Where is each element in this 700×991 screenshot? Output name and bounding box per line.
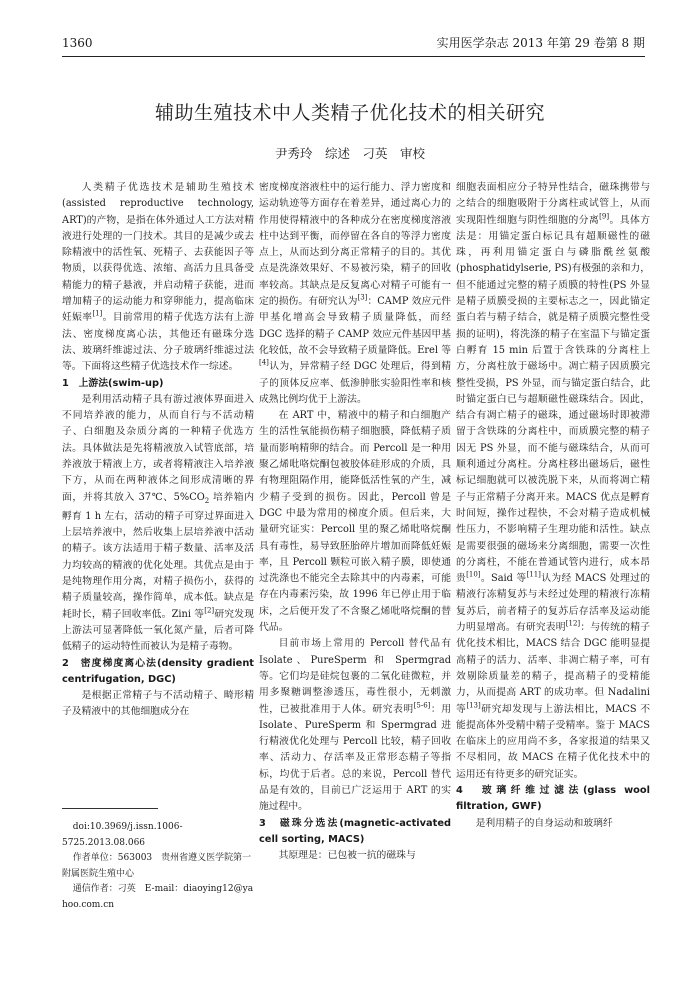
article-authors: 尹秀玲 综述 刁英 审校 xyxy=(274,146,425,161)
citation: [11] xyxy=(526,570,541,579)
citation: [12] xyxy=(565,619,581,628)
doi: doi:10.3969/j.issn.1006-5725.2013.08.066 xyxy=(62,822,183,848)
text-column-1 xyxy=(62,180,254,721)
citation: [2] xyxy=(204,606,215,615)
dgc-paragraph: 密度梯度溶液柱中的运行能力、浮力密度和运动轨迹等方面存在着差异，通过离心力的作用使得精液中的各种成分在密度梯度溶液柱中达到平衡，而停留在各自的等浮力密度点上，从而达到分离正常精子的目的。其优点是洗涤效果好、不易被污染，精子的回收率较高。其缺点是反复离心对精子可能有一定的损伤。有研究认为[3]：CAMP 效应元件甲基化增高会导致精子质量降低，而经 DGC 选择的精子 CAMP 效应元件基因甲基化较低，故不会导致精子质量降低。Erel 等[4]认为，异常精子经 DGC 处理后，得到精子的顶体反应率、低渗肿胀实验阳性率和核成熟比例均优于上游法。 xyxy=(259,182,452,405)
text-column-2 xyxy=(259,180,451,864)
footnote-divider xyxy=(62,808,158,809)
article-title: 辅助生殖技术中人类精子优化技术的相关研究 xyxy=(154,102,545,124)
citation: [5-6] xyxy=(413,701,431,710)
section-1-paragraph: 是利用活动精子具有游过液体界面进入不同培养液的能力，从而自行与不活动精子、白细胞及杂质分离的一种精子优选方法。具体做法是先将精液放入试管底部，培养液放于精液上方，或者将精液注入培养液下方，从而在两种液体之间形成清晰的界面，并将其放入 37℃、$5\%CO_2$ 培养箱内孵育 1 h 左右，活动的精子可穿过界面进入上层培养液中，然后收集上层培养液中活动的精子。该方法适用于精子数量、活率及活力均较高的精液的优化处理。其优点是由于是纯物理作用分离，对精子损伤小，获得的精子质量较高，操作简单，成本低。缺点是耗时长，精子回收率低。Zini 等[2]研究发现上游法可显著降低一氧化氮产量，后者可降低精子的运动特性而被认为是精子毒物。 xyxy=(62,393,255,653)
corresponding-author: 通信作者：刁英 E-mail：diaoying12@yahoo.com.cn xyxy=(62,884,254,910)
percoll-substitute-paragraph: 目前市场上常用的 Percoll 替代品有 Isolate、PureSperm 和 Spermgrad 等。它们均是硅烷包裹的二氧化硅微粒，并用多聚糖调整渗透压，毒性很小，无刺激性，已被批准用于人体。研究表明[5-6]：用 Isolate、PureSperm 和 Spermgrad 进行精液优化处理与 Percoll 比较，精子回收率、活动力、存活率及正常形态精子等指标，均优于后者。总的来说，Percoll 替代品是有效的，目前已广泛运用于 ART 的实施过程中。 xyxy=(259,638,452,813)
percoll-paragraph: 在 ART 中，精液中的精子和白细胞产生的活性氧能损伤精子细胞膜，降低精子质量而影响精卵的结合。而 Percoll 是一种用聚乙烯吡咯烷酮包被胶体硅形成的介质，具有物理阻隔作用，能降低活性氧的产生，减少精子受到的损伤。因此，Percoll 曾是 DGC 中最为常用的梯度介质。但后来，大量研究证实：Percoll 里的聚乙烯吡咯烷酮具有毒性，易导致胚胎碎片增加而降低妊娠率，且 Percoll 颗粒可嵌入精子膜，即使通过洗涤也不能完全去除其中的内毒素，可能存在内毒素污染，故 1996 年已停止用于临床，之后便开发了不含聚乙烯吡咯烷酮的替代品。 xyxy=(259,410,451,634)
section-heading-1: 1 上游法(swim-up) xyxy=(62,377,164,389)
footnote xyxy=(62,820,254,913)
citation: [4] xyxy=(259,359,269,367)
author-affiliation: 作者单位：563003 贵州省遵义医学院第一附属医院生殖中心 xyxy=(62,853,252,879)
citation: [3] xyxy=(357,293,368,302)
section-2-paragraph: 是根据正常精子与不活动精子、畸形精子及精液中的其他细胞成分在 xyxy=(62,690,254,718)
section-3-paragraph: 其原理是：已包被一抗的磁珠与 xyxy=(278,850,416,862)
running-header xyxy=(62,34,645,57)
section-heading-3: 3 磁珠分选法(magnetic-activated cell sorting, MACS) xyxy=(259,817,451,845)
section-heading-2: 2 密度梯度离心法(density gradient centrifugation, DGC) xyxy=(62,657,254,685)
intro-paragraph: 人类精子优选技术是辅助生殖技术(assisted reproductive technology, ART)的产物，是指在体外通过人工方法对精液进行处理的一门技术。其目的是减少或去除精液中的活性氧、死精子、去获能因子等物质，以获得优选、浓缩、高活力且具备受精能力的精子悬液，并启动精子获能，进而增加精子的运动能力和穿卵能力，提高临床妊娠率[1]。目前常用的精子优选方法有上游法、密度梯度离心法，其他还有磁珠分选法、玻璃纤维滤过法、分子玻璃纤维滤过法等。下面将这些精子优选技术作一综述。 xyxy=(62,182,255,373)
text-column-3 xyxy=(456,180,650,832)
citation: [10] xyxy=(466,570,481,579)
citation: [9] xyxy=(599,212,610,221)
section-4-paragraph: 是利用精子的自身运动和玻璃纤 xyxy=(475,817,613,829)
citation: [13] xyxy=(466,701,481,710)
page-number: 1360 xyxy=(62,36,93,50)
section-heading-4: 4 玻璃纤维过滤法(glass wool filtration, GWF) xyxy=(456,784,650,813)
citation: [1] xyxy=(92,310,103,319)
journal-info: 实用医学杂志 2013 年第 29 卷第 8 期 xyxy=(436,36,645,50)
macs-paragraph: 细胞表面相应分子特异性结合，磁珠携带与之结合的细胞吸附于分离柱或试管上，从而实现阳性细胞与阴性细胞的分离[9]。具体方法是：用锚定蛋白标记具有超顺磁性的磁珠，再利用锚定蛋白与磷脂酰丝氨酸(phosphatidylserie, PS)有极强的亲和力，但不能通过完整的精子质膜的特性(PS 外显是精子质膜受损的主要标志之一，因此锚定蛋白若与精子结合，就是精子质膜完整性受损的证明)，将洗涤的精子在室温下与锚定蛋白孵育 15 min 后置于含铁珠的分离柱上方，分离柱放于磁场中。凋亡精子因质膜完整性受损，PS 外显，而与锚定蛋白结合，此时锚定蛋白已与超顺磁性磁珠结合。因此，结合有凋亡精子的磁珠，通过磁场时即被滞留于含铁珠的分离柱中，而质膜完整的精子因无 PS 外显，而不能与磁珠结合，从而可顺利通过分离柱。分离柱移出磁场后，磁性标记细胞就可以被洗脱下来，从而将凋亡精子与正常精子分离开来。MACS 优点是孵育时间短，操作过程快，不会对精子造成机械性压力，不影响精子生理功能和活性。缺点是需要很强的磁场来分离细胞，需要一次性的分离柱，不能在普通试管内进行，成本昂贵[10]。Said 等[11]认为经 MACS 处理过的精液行冻精复苏与未经过处理的精液行冻精复苏后，前者精子的复苏后存活率及运动能力明显增高。有研究表明[12]：与传统的精子优化技术相比，MACS 结合 DGC 能明显提高精子的活力、活率、非凋亡精子率，可有效剔除质量差的精子，提高精子的受精能力，从而提高 ART 的成功率。但 Nadalini 等[13]研究却发现与上游法相比，MACS 不能提高体外受精中精子受精率。鉴于 MACS 在临床上的应用尚不多，各家报道的结果又不尽相同，故 MACS 在精子优化技术中的运用还有待更多的研究证实。 xyxy=(456,182,651,780)
